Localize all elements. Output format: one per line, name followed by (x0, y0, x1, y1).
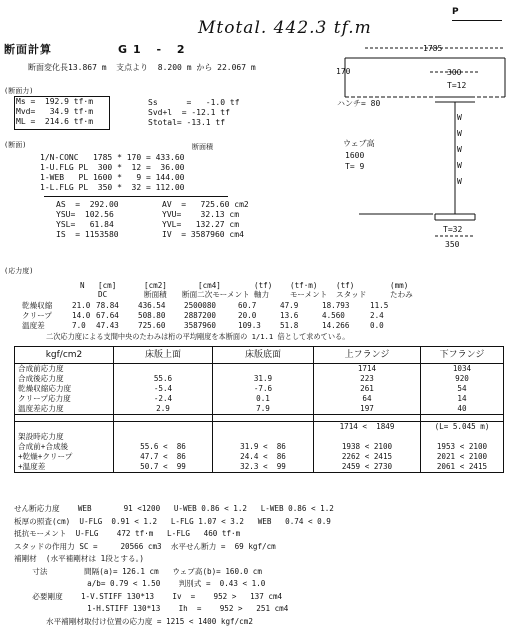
stress-row-cell: 乾燥収縮 (22, 301, 53, 310)
diagram-web-h: 1600 (345, 151, 365, 160)
prop-ysu: YSU= 102.56 (56, 210, 114, 219)
row-value (114, 364, 213, 375)
row-value: 1938 < 2100 (314, 442, 421, 452)
row-label: クリープ応力度 (15, 394, 114, 404)
shear-ss: Ss = -1.0 tf (148, 98, 240, 107)
stress-table-row (15, 442, 504, 452)
prop-yvu: YVU= 32.13 cm (162, 210, 240, 219)
diagram-slab: 170 (336, 67, 351, 76)
stress-row-cell: 4.560 (322, 311, 345, 320)
row-value: -7.6 (213, 384, 314, 394)
stress-row-cell: 47.43 (96, 321, 119, 330)
hdr-lower-flange: 下フランジ (421, 347, 504, 364)
moment-mvd: Mvd= 34.9 tf·m (16, 107, 94, 116)
section-calc-title: 断面計算 (4, 43, 52, 56)
girder-id: G1 - 2 (118, 43, 191, 56)
row-label: +温度差 (15, 462, 114, 473)
row-label: 合成前+合成後 (15, 442, 114, 452)
spacer-cell (114, 415, 213, 422)
section-change-length: 断面変化長13.867 m 支点より 8.200 m から 22.067 m (28, 63, 256, 72)
stress-row-cell: 2500080 (184, 301, 217, 310)
hdr-upper-flange: 上フランジ (314, 347, 421, 364)
stress-header2-cell: 断面二次モーメント (182, 290, 250, 299)
stress-table-row (15, 374, 504, 384)
stress-header-cell: (mm) (390, 281, 409, 290)
diagram-width-top: 1785 (423, 44, 443, 53)
hdr-unit: kgf/cm2 (15, 347, 114, 364)
row-value (213, 364, 314, 375)
stress-row-cell: 60.7 (238, 301, 257, 310)
prop-as: AS = 292.00 (56, 200, 119, 209)
row-value: 40 (421, 404, 504, 415)
summary-line: 1-H.STIFF 130*13 Ih = 952 > 251 cm4 (14, 604, 289, 613)
summary-line: 必要剛度 1-V.STIFF 130*13 Iv = 952 > 137 cm4 (14, 591, 283, 601)
row-label: 温度差応力度 (15, 404, 114, 415)
prop-ysl: YSL= 61.84 (56, 220, 114, 229)
stress-header-cell: (tf·m) (290, 281, 318, 290)
stress-row-cell: 18.793 (322, 301, 350, 310)
stress-header-cell: [cm2] (144, 281, 167, 290)
summary-line: 抵抗モーメント U-FLG 472 tf·m L-FLG 460 tf·m (14, 529, 241, 538)
member-uflg: 1-U.FLG PL 300 * 12 = 36.00 (40, 163, 185, 172)
stress-table-row (15, 394, 504, 404)
hdr-slab-bottom: 床版底面 (213, 347, 314, 364)
stress-row-cell: 3587960 (184, 321, 217, 330)
diagram-web-label: ウェブ高 (343, 139, 375, 148)
prop-is: IS = 1153580 (56, 230, 119, 239)
stress-row-cell: 温度差 (22, 321, 45, 330)
row-value: -5.4 (114, 384, 213, 394)
row-value: 24.4 < 86 (213, 452, 314, 462)
spacer-cell (421, 415, 504, 422)
section-heading: (断面) (4, 141, 27, 149)
stress-row-cell: 725.60 (138, 321, 166, 330)
stress-header2-cell: 軸力 (254, 290, 270, 299)
row-value: 2459 < 2730 (314, 462, 421, 473)
summary-line: 水平補剛材取付け位置の応力度 = 1215 < 1400 kgf/cm2 (46, 616, 253, 626)
row-label (15, 422, 114, 433)
page-marker: P (452, 7, 459, 17)
diagram-uflg-width: 300 (447, 68, 462, 77)
stress-row-cell: 2.4 (370, 311, 384, 320)
section-rule (44, 196, 228, 197)
row-value (421, 432, 504, 442)
hdr-slab-top: 床版上面 (114, 347, 213, 364)
row-value: 31.9 (213, 374, 314, 384)
stress-row-cell: 78.84 (96, 301, 119, 310)
diagram-web-t: T= 9 (345, 162, 365, 171)
row-value (114, 422, 213, 433)
stress-row-cell: 21.0 (72, 301, 91, 310)
prop-iv: IV = 3587960 cm4 (162, 230, 244, 239)
prop-yvl: YVL= 132.27 cm (162, 220, 240, 229)
row-value: 261 (314, 384, 421, 394)
row-value: 1714 < 1849 (314, 422, 421, 433)
row-value: -2.4 (114, 394, 213, 404)
stress-row-cell: 7.0 (72, 321, 86, 330)
summary-line: 寸法 間隔(a)= 126.1 cm ウェブ高(b)= 160.0 cm (14, 566, 262, 576)
section-force-heading: (断面力) (4, 87, 34, 95)
stress-row-cell: 436.54 (138, 301, 166, 310)
row-value: 1953 < 2100 (421, 442, 504, 452)
prop-av: AV = 725.60 cm2 (162, 200, 249, 209)
stress-header-cell: [cm4] (198, 281, 221, 290)
stress-header2-cell: スタッド (336, 290, 367, 299)
row-value (213, 432, 314, 442)
summary-line: スタッドの作用力 SC = 20566 cm3 水平せん断力 = 69 kgf/cm (14, 541, 276, 551)
stress-table (14, 346, 504, 473)
row-value: 1714 (314, 364, 421, 375)
diagram-haunch: ハンチ= 80 (337, 99, 381, 108)
row-value: 0.1 (213, 394, 314, 404)
row-value: 2061 < 2415 (421, 462, 504, 473)
stress-row-cell: 47.9 (280, 301, 299, 310)
stress-row-cell: 14.0 (72, 311, 91, 320)
row-label: 架設時応力度 (15, 432, 114, 442)
row-value: 47.7 < 86 (114, 452, 213, 462)
row-value: (L= 5.045 m) (421, 422, 504, 433)
stress-group-1 (15, 364, 504, 422)
stress-table-row (15, 422, 504, 433)
stress-table-row (15, 432, 504, 442)
shear-svd: Svd+l = -12.1 tf (148, 108, 230, 117)
row-value: 54 (421, 384, 504, 394)
row-label: 合成前応力度 (15, 364, 114, 375)
row-value: 64 (314, 394, 421, 404)
summary-line: 補剛材 (水平補剛材は 1段とする。) (14, 554, 144, 563)
row-label: +乾燥+クリープ (15, 452, 114, 462)
stress-header-cell: (tf) (254, 281, 273, 290)
stress-header-cell: (tf) (336, 281, 355, 290)
row-value: 1034 (421, 364, 504, 375)
stress-group-2 (15, 422, 504, 473)
page-marker-rule (452, 20, 502, 21)
row-value: 2021 < 2100 (421, 452, 504, 462)
stress-row-cell: 109.3 (238, 321, 261, 330)
moment-ms: Ms = 192.9 tf·m (16, 97, 94, 106)
stress-row-cell: クリープ (22, 311, 52, 320)
stress-row-cell: 13.6 (280, 311, 299, 320)
spacer-cell (15, 415, 114, 422)
stress-row-cell: 67.64 (96, 311, 119, 320)
row-value: 2262 < 2415 (314, 452, 421, 462)
spacer-cell (213, 415, 314, 422)
row-value: 50.7 < 99 (114, 462, 213, 473)
stress-table-row (15, 384, 504, 394)
girder-section-diagram (335, 42, 510, 260)
row-value: 920 (421, 374, 504, 384)
stress-row-cell: 508.80 (138, 311, 166, 320)
row-value: 55.6 < 86 (114, 442, 213, 452)
row-value: 7.9 (213, 404, 314, 415)
moment-ml: ML = 214.6 tf·m (16, 117, 94, 126)
stress-header2-cell: たわみ (390, 290, 413, 299)
diagram-w2: W (457, 129, 462, 138)
diagram-w5: W (457, 177, 462, 186)
stress-table-row (15, 404, 504, 415)
stress-heading: (応力度) (4, 267, 34, 275)
row-label: 合成後応力度 (15, 374, 114, 384)
diagram-lflg-width: 350 (445, 240, 460, 249)
shear-total: Stotal= -13.1 tf (148, 118, 226, 127)
stress-row-cell: 11.5 (370, 301, 389, 310)
stress-row-cell: 20.0 (238, 311, 257, 320)
member-lflg: 1-L.FLG PL 350 * 32 = 112.00 (40, 183, 185, 192)
diagram-uflg-t: T=12 (447, 81, 467, 90)
diagram-w4: W (457, 161, 462, 170)
handwritten-total-moment: Mtotal. 442.3 tf.m (198, 18, 372, 38)
stress-row-cell: 14.266 (322, 321, 350, 330)
row-value: 32.3 < 99 (213, 462, 314, 473)
stress-table-row (15, 364, 504, 375)
stress-row-cell: 2887200 (184, 311, 217, 320)
row-value (213, 422, 314, 433)
spacer-row (15, 415, 504, 422)
stress-table-row (15, 462, 504, 473)
deflection-note: 二次応力度による支間中央のたわみは桁の平均剛度を本断面の 1/1.1 倍として求めている。 (46, 332, 350, 341)
summary-line: せん断応力度 WEB 91 <1200 U-WEB 0.86 < 1.2 L-WEB 0.86 < 1.2 (14, 504, 334, 513)
member-conc: 1/N-CONC 1785 * 170 = 433.60 (40, 153, 185, 162)
row-value (314, 432, 421, 442)
stress-table-row (15, 452, 504, 462)
summary-line: 板厚の照査(cm) U-FLG 0.91 < 1.2 L-FLG 1.07 < 3.2 WEB 0.74 < 0.9 (14, 516, 331, 526)
stress-header2-cell: 断面積 (144, 290, 167, 299)
row-value (114, 432, 213, 442)
stress-row-cell: 51.8 (280, 321, 299, 330)
row-value: 55.6 (114, 374, 213, 384)
row-value: 31.9 < 86 (213, 442, 314, 452)
stress-header2-cell: DC (98, 290, 108, 299)
diagram-w1: W (457, 113, 462, 122)
spacer-cell (314, 415, 421, 422)
diagram-lflg-t: T=32 (443, 225, 463, 234)
row-value: 14 (421, 394, 504, 404)
member-web: 1-WEB PL 1600 * 9 = 144.00 (40, 173, 185, 182)
stress-header2-cell: モーメント (290, 290, 328, 299)
summary-line: a/b= 0.79 < 1.50 判別式 = 0.43 < 1.0 (14, 579, 266, 588)
area-heading: 断面積 (192, 143, 213, 151)
stress-row-cell: 0.0 (370, 321, 384, 330)
row-value: 223 (314, 374, 421, 384)
diagram-w3: W (457, 145, 462, 154)
row-label: 乾燥収縮応力度 (15, 384, 114, 394)
stress-header-cell: N (80, 281, 85, 290)
row-value: 197 (314, 404, 421, 415)
row-value: 2.9 (114, 404, 213, 415)
stress-header-cell: [cm] (98, 281, 117, 290)
stress-table-header (15, 347, 504, 364)
